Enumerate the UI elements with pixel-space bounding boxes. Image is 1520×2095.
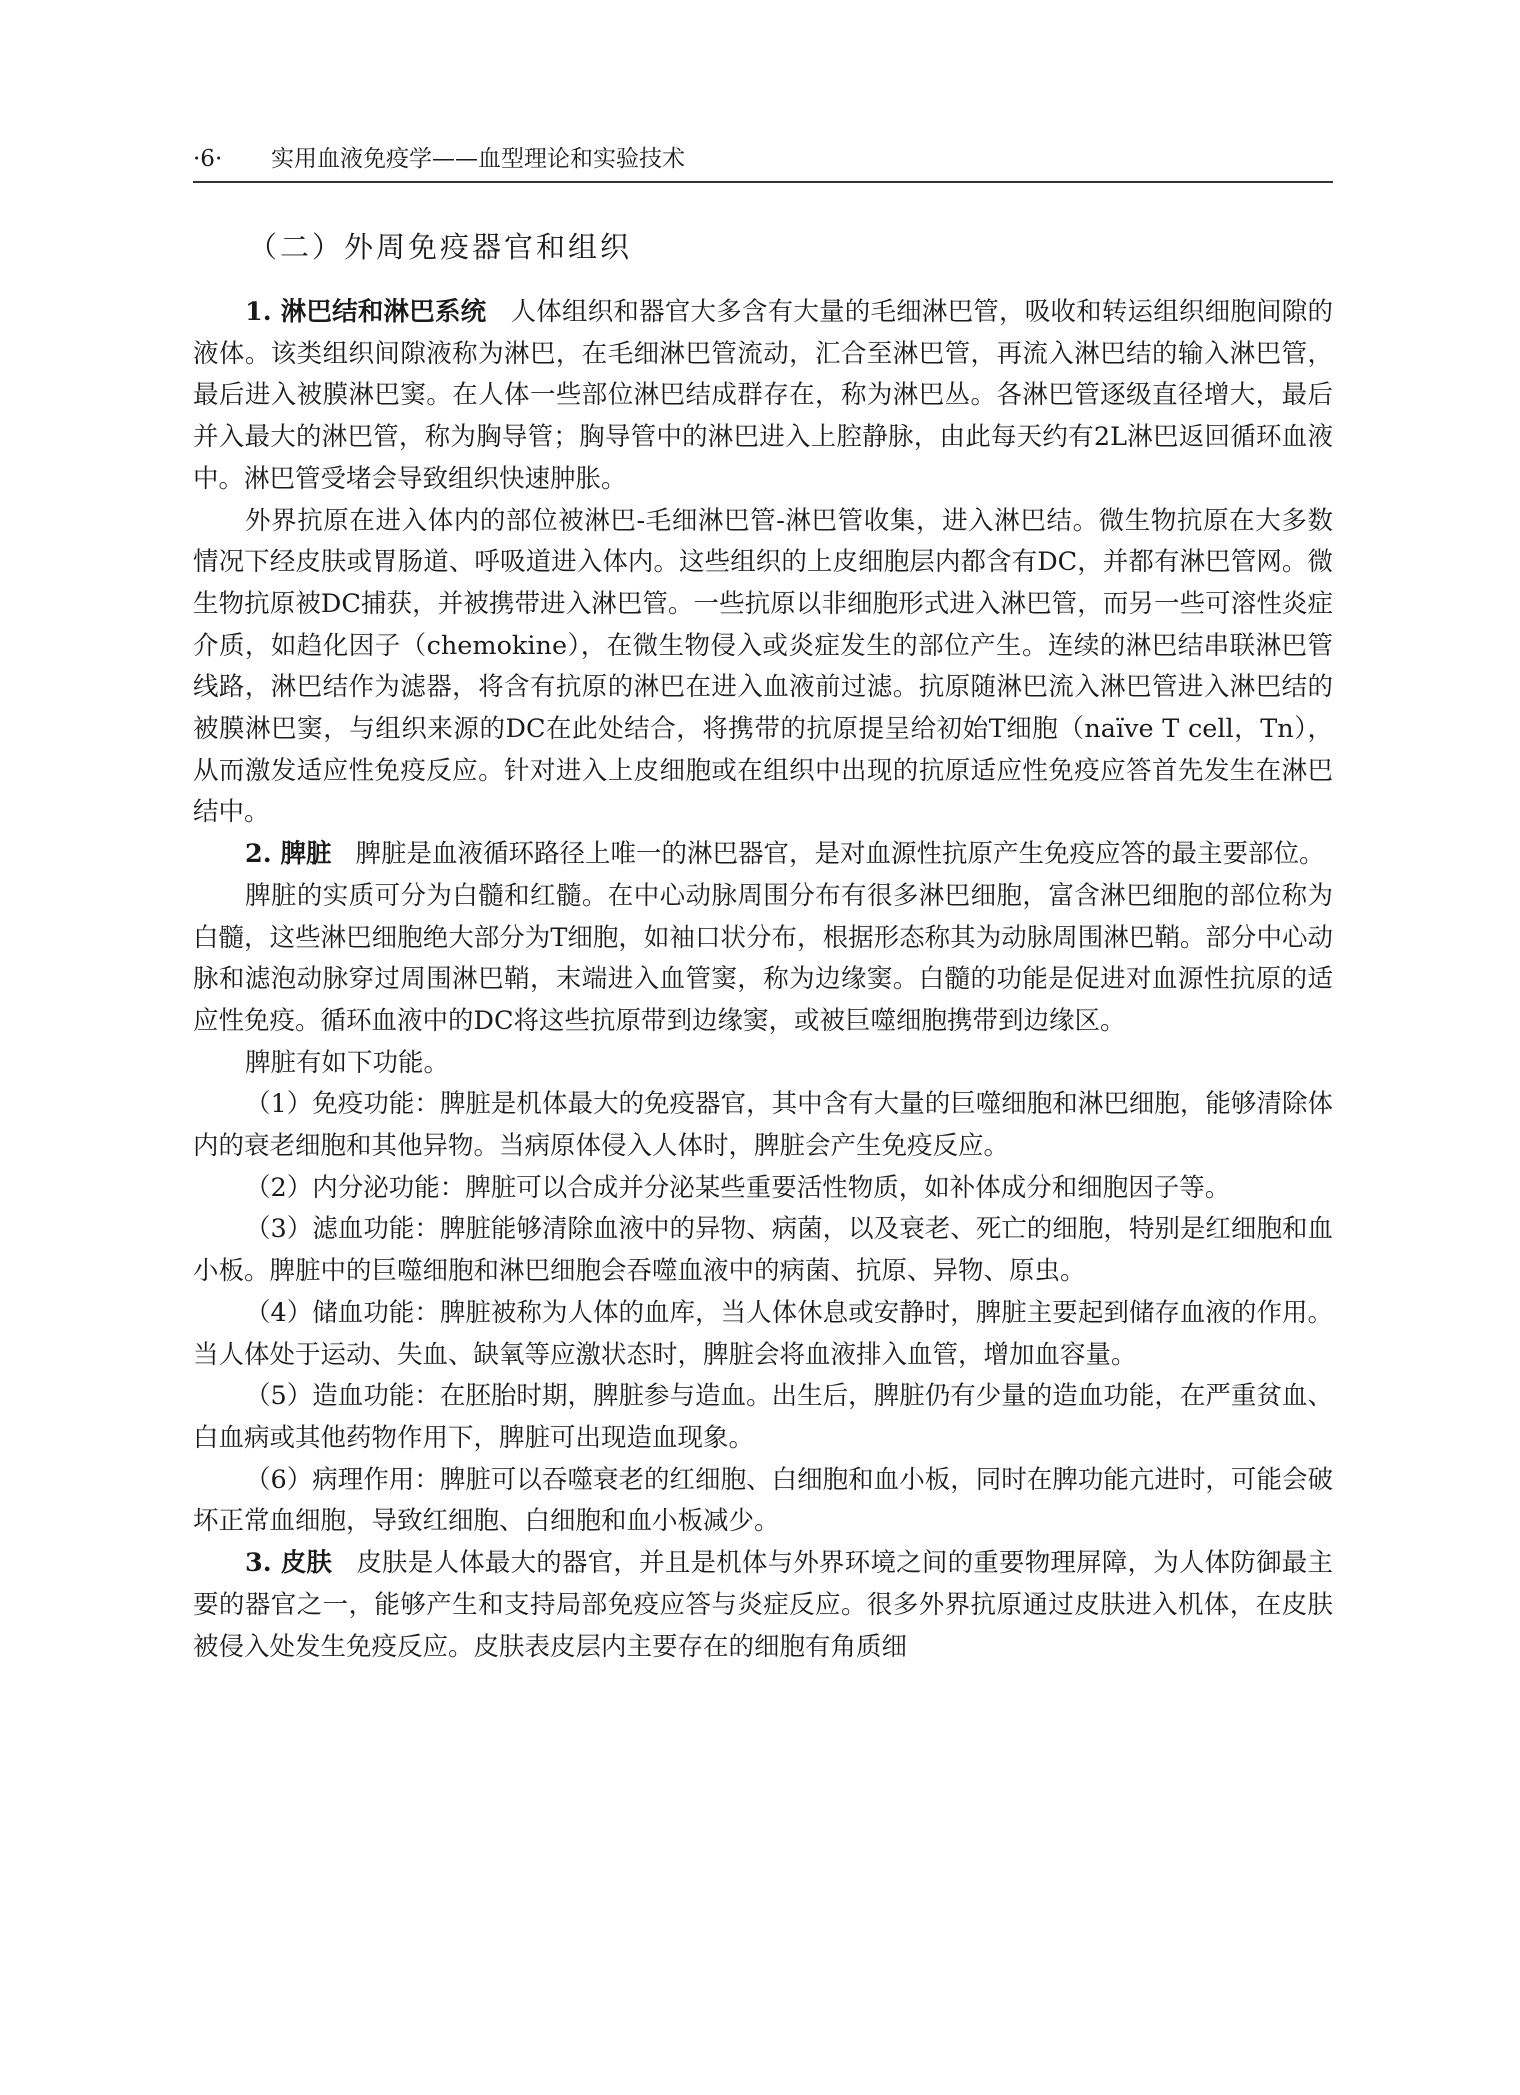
paragraph-spleen [193, 834, 1333, 876]
running-head [193, 139, 1333, 179]
paragraph-text: （6）病理作用：脾脏可以吞噬衰老的红细胞、白细胞和血小板，同时在脾功能亢进时，可能会破坏正常血细胞，导致红细胞、白细胞和血小板减少。 [193, 1464, 1333, 1537]
list-item-pathology-role [193, 1460, 1333, 1543]
paragraph-text: 脾脏的实质可分为白髓和红髓。在中心动脉周围分布有很多淋巴细胞，富含淋巴细胞的部位称为白髓，这些淋巴细胞绝大部分为T细胞，如袖口状分布，根据形态称其为动脉周围淋巴鞘。部分中心动脉和滤泡动脉穿过周围淋巴鞘，末端进入血管窦，称为边缘窦。白髓的功能是促进对血源性抗原的适应性免疫。循环血液中的DC将这些抗原带到边缘窦，或被巨噬细胞携带到边缘区。 [193, 880, 1333, 1036]
list-item-hematopoiesis-function [193, 1376, 1333, 1459]
paragraph-text: 脾脏有如下功能。 [245, 1047, 450, 1078]
page-number: ·6· [193, 146, 223, 172]
book-title: 实用血液免疫学——血型理论和实验技术 [271, 146, 685, 172]
paragraph-text: （1）免疫功能：脾脏是机体最大的免疫器官，其中含有大量的巨噬细胞和淋巴细胞，能够清除体内的衰老细胞和其他异物。当病原体侵入人体时，脾脏会产生免疫反应。 [193, 1089, 1333, 1162]
paragraph-term: 1. 淋巴结和淋巴系统 [245, 297, 487, 327]
paragraph-text: （4）储血功能：脾脏被称为人体的血库，当人体休息或安静时，脾脏主要起到储存血液的作用。当人体处于运动、失血、缺氧等应激状态时，脾脏会将血液排入血管，增加血容量。 [193, 1297, 1333, 1370]
paragraph-text: （5）造血功能：在胚胎时期，脾脏参与造血。出生后，脾脏仍有少量的造血功能，在严重贫血、白血病或其他药物作用下，脾脏可出现造血现象。 [193, 1381, 1333, 1453]
list-item-immune-function [193, 1084, 1333, 1167]
paragraph-spleen-structure [193, 876, 1333, 1043]
section-heading: （二）外周免疫器官和组织 [248, 230, 633, 264]
paragraph-term: 2. 脾脏 [245, 839, 332, 870]
list-item-storage-function [193, 1293, 1333, 1376]
header-rule [193, 181, 1333, 183]
list-item-endocrine-function [193, 1168, 1333, 1210]
paragraph-text: 皮肤是人体最大的器官，并且是机体与外界环境之间的重要物理屏障，为人体防御最主要的器官之一，能够产生和支持局部免疫应答与炎症反应。很多外界抗原通过皮肤进入机体，在皮肤被侵入处发生免疫反应。皮肤表皮层内主要存在的细胞有角质细 [193, 1548, 1333, 1662]
list-item-filtration-function [193, 1209, 1333, 1292]
paragraph-antigen-transport [193, 501, 1333, 835]
paragraph-term: 3. 皮肤 [245, 1548, 333, 1579]
paragraph-text: （3）滤血功能：脾脏能够清除血液中的异物、病菌，以及衰老、死亡的细胞，特别是红细胞和血小板。脾脏中的巨噬细胞和淋巴细胞会吞噬血液中的病菌、抗原、异物、原虫。 [193, 1214, 1333, 1287]
paragraph-text: 脾脏是血液循环路径上唯一的淋巴器官，是对血源性抗原产生免疫应答的最主要部位。 [355, 839, 1325, 870]
paragraph-text: （2）内分泌功能：脾脏可以合成并分泌某些重要活性物质，如补体成分和细胞因子等。 [245, 1172, 1231, 1203]
paragraph-lymph-nodes [193, 292, 1333, 501]
paragraph-text: 外界抗原在进入体内的部位被淋巴-毛细淋巴管-淋巴管收集，进入淋巴结。微生物抗原在大多数情况下经皮肤或胃肠道、呼吸道进入体内。这些组织的上皮细胞层内都含有DC，并都有淋巴管网。微生物抗原被DC捕获，并被携带进入淋巴管。一些抗原以非细胞形式进入淋巴管，而另一些可溶性炎症介质，如趋化因子（chemokine），在微生物侵入或炎症发生的部位产生。连续的淋巴结串联淋巴管线路，淋巴结作为滤器，将含有抗原的淋巴在进入血液前过滤。抗原随淋巴流入淋巴管进入淋巴结的被膜淋巴窦，与组织来源的DC在此处结合，将携带的抗原提呈给初始T细胞（naïve T cell，Tn），从而激发适应性免疫反应。针对进入上皮细胞或在组织中出现的抗原适应性免疫应答首先发生在淋巴结中。 [193, 505, 1333, 828]
body-text [193, 222, 1333, 1668]
paragraph-text: 人体组织和器官大多含有大量的毛细淋巴管，吸收和转运组织细胞间隙的液体。该类组织间隙液称为淋巴，在毛细淋巴管流动，汇合至淋巴管，再流入淋巴结的输入淋巴管，最后进入被膜淋巴窦。在人体一些部位淋巴结成群存在，称为淋巴丛。各淋巴管逐级直径增大，最后并入最大的淋巴管，称为胸导管；胸导管中的淋巴进入上腔静脉，由此每天约有2L淋巴返回循环血液中。淋巴管受堵会导致组织快速肿胀。 [193, 297, 1333, 494]
paragraph-spleen-functions-intro [193, 1043, 1333, 1085]
paragraph-skin [193, 1543, 1333, 1668]
